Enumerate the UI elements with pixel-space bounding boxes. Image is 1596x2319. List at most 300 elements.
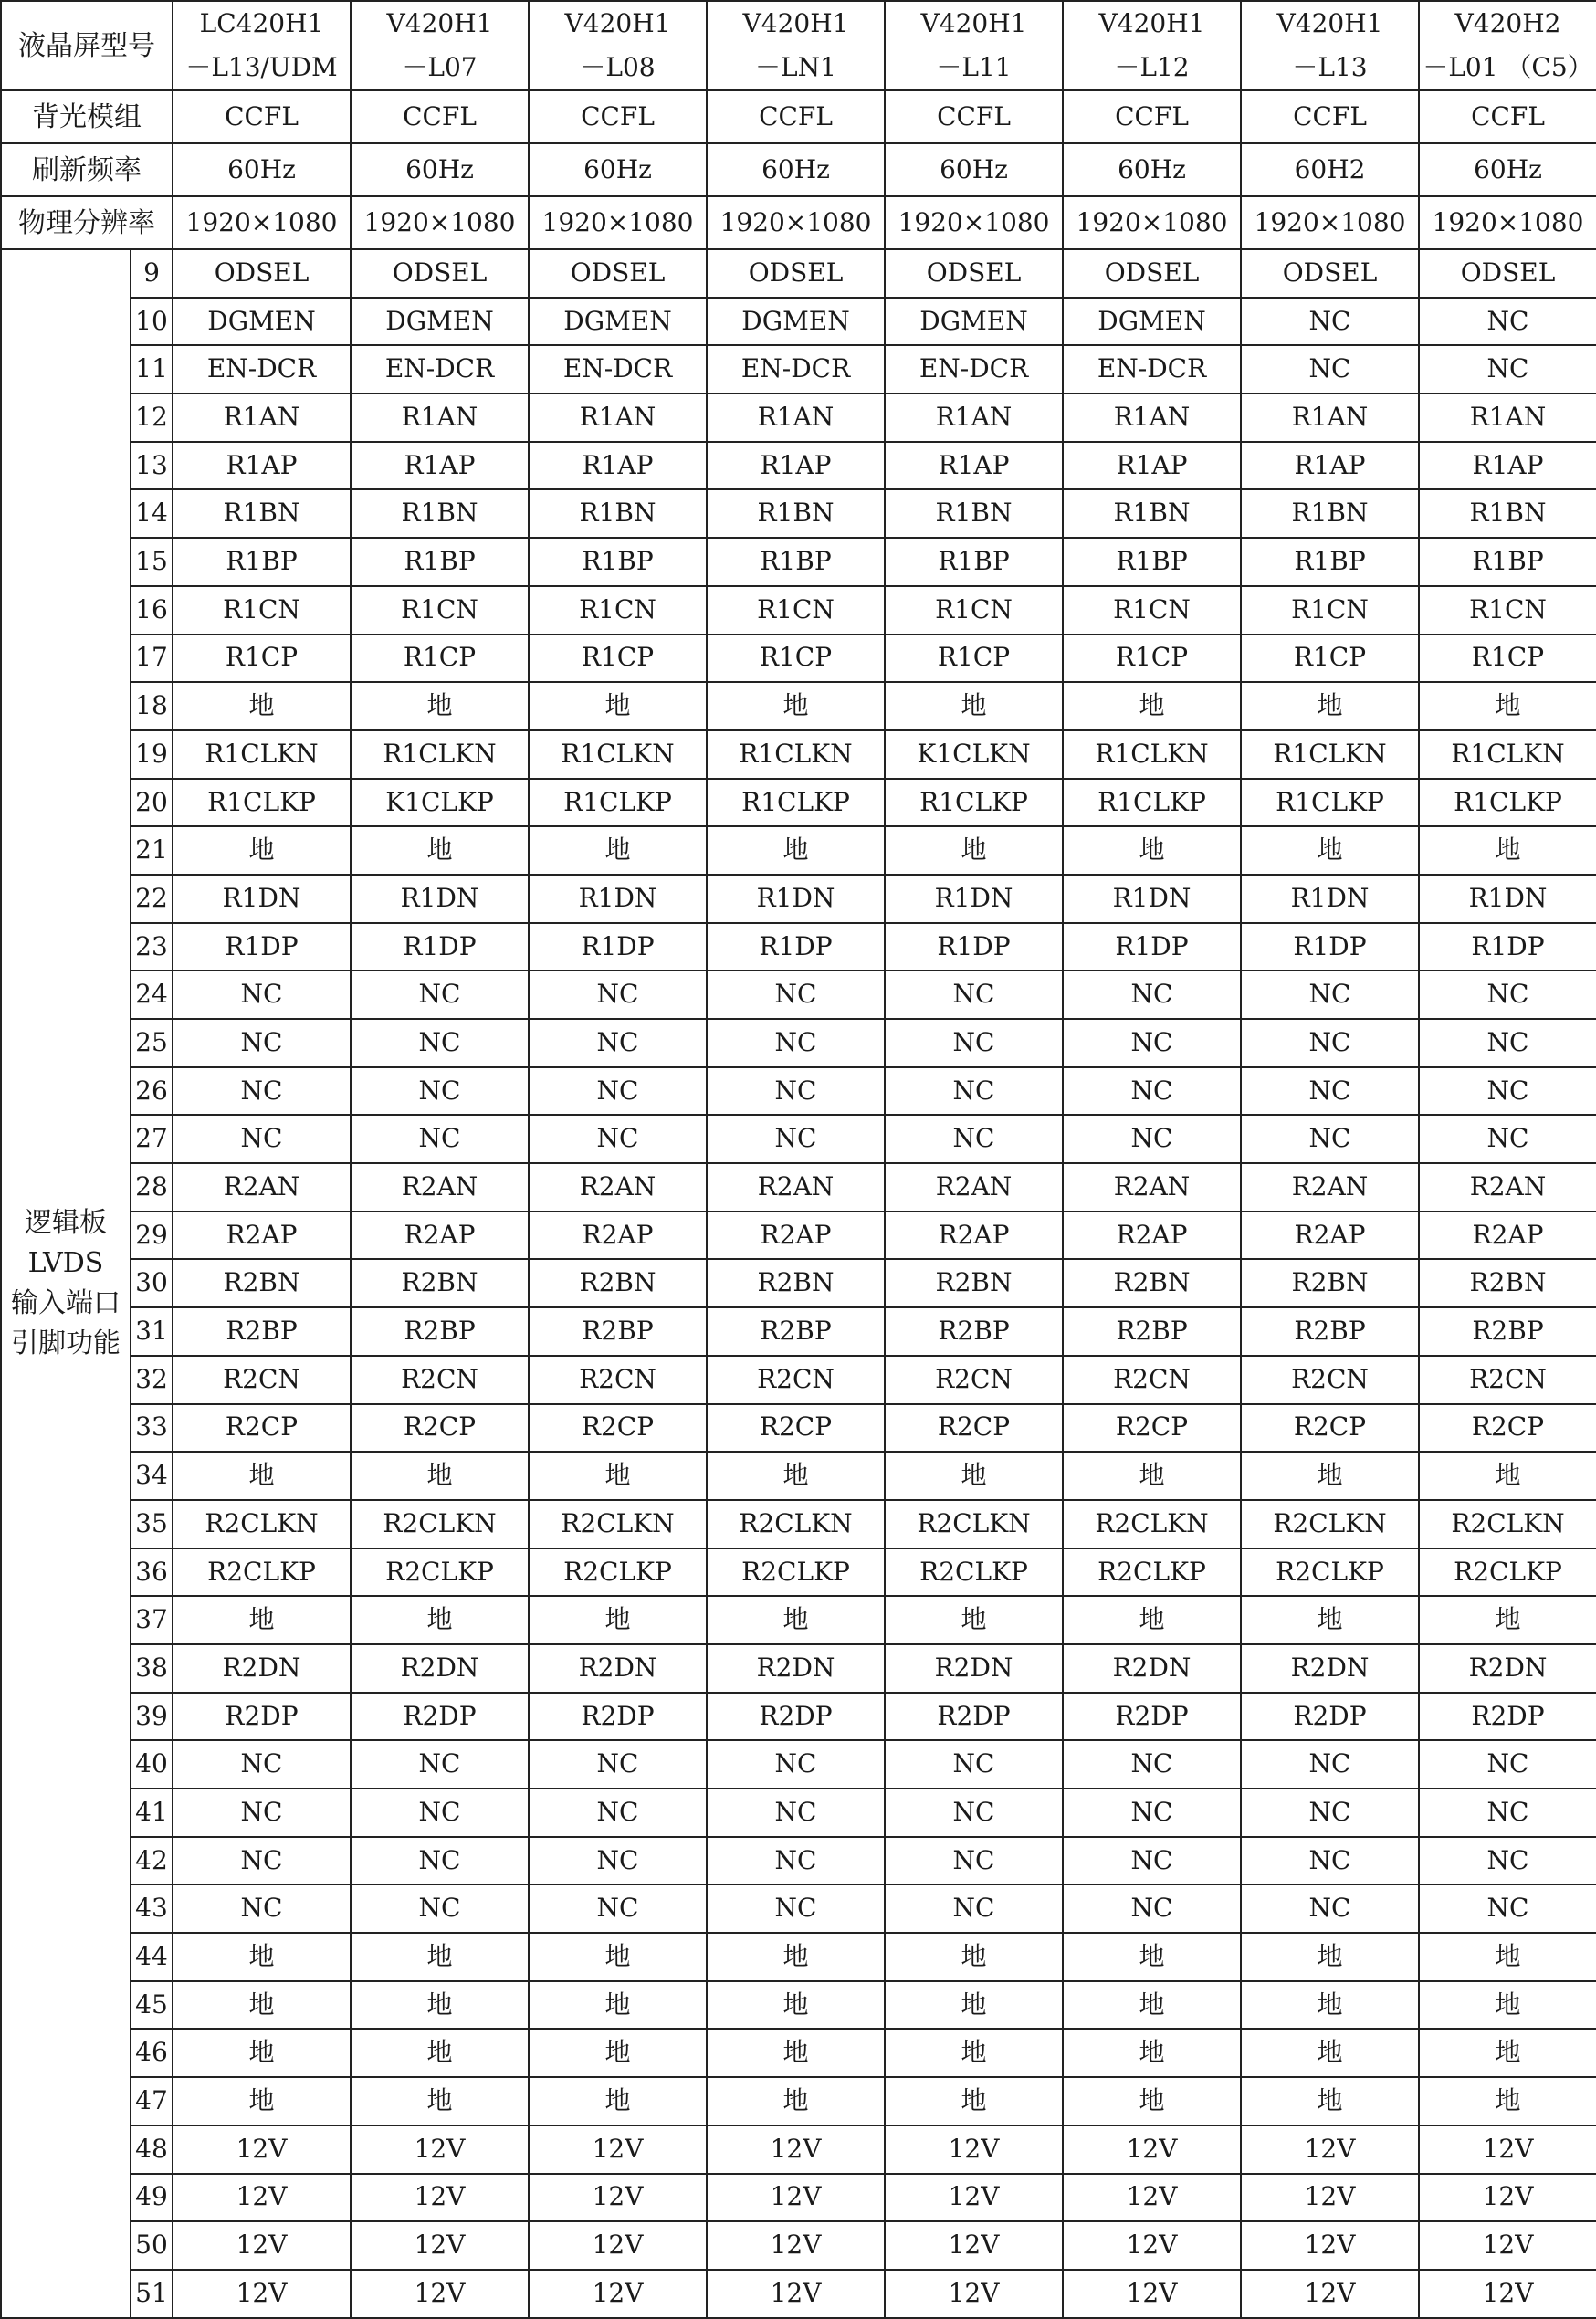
pin-function-cell: 12V [1419,2125,1596,2174]
pin-function-cell: 地 [351,1452,529,1500]
pin-function-cell: 地 [707,2077,885,2125]
spec-row [1,90,1596,143]
pin-function-cell: R2AN [1063,1163,1241,1212]
pin-function-cell: NC [351,1789,529,1837]
pin-function-cell: 地 [1241,1596,1419,1644]
model-name-line1: V420H1 [920,8,1027,38]
pin-function-cell: R2AP [885,1212,1063,1260]
pin-function-cell: R1CLKN [529,730,707,779]
table-row [1,1933,1596,1981]
pin-function-cell: 地 [1241,1933,1419,1981]
spec-value-cell: 1920×1080 [351,196,529,249]
pin-number-cell: 12 [131,393,173,442]
pin-function-cell: 12V [1241,2221,1419,2270]
pin-function-cell: ODSEL [1063,249,1241,298]
pin-function-cell: NC [1063,1115,1241,1163]
group-label-line: 输入端口 [11,1286,121,1319]
pin-number-cell: 40 [131,1740,173,1789]
pin-function-cell: R1CLKP [529,779,707,827]
pin-function-cell: NC [351,1837,529,1885]
pin-function-cell: R2AN [1419,1163,1596,1212]
pin-function-cell: ODSEL [707,249,885,298]
pin-function-cell: R2DN [351,1644,529,1693]
table-row [1,1644,1596,1693]
pin-function-cell: 地 [1241,2077,1419,2125]
pin-function-cell: R1CN [529,586,707,635]
pin-function-cell: R2CLKN [1063,1500,1241,1548]
pin-function-cell: NC [885,1837,1063,1885]
pin-function-cell: NC [885,1740,1063,1789]
pin-function-cell: 12V [1063,2221,1241,2270]
spec-value-cell: 1920×1080 [885,196,1063,249]
pin-function-cell: R1AP [1419,442,1596,490]
model-header-row [1,1,1596,90]
pin-function-cell: NC [1241,1067,1419,1116]
pin-function-cell: R2CP [351,1404,529,1453]
pin-function-cell: R1AP [1241,442,1419,490]
pin-function-cell: 地 [1063,1981,1241,2030]
pin-function-cell: R2BN [1241,1259,1419,1307]
pin-function-cell: R2CLKN [885,1500,1063,1548]
pin-function-cell: R1CN [351,586,529,635]
pin-function-cell: 地 [351,682,529,730]
pin-function-cell: R1AN [351,393,529,442]
pin-function-cell: R2BN [885,1259,1063,1307]
pin-function-cell: R2AP [1063,1212,1241,1260]
pin-number-cell: 28 [131,1163,173,1212]
pin-function-cell: NC [885,1019,1063,1067]
pin-function-cell: 12V [1063,2270,1241,2318]
pin-function-cell: R1CN [707,586,885,635]
spec-value-cell: 60H2 [1241,143,1419,196]
pin-function-cell: R2DN [529,1644,707,1693]
pin-function-cell: EN-DCR [351,345,529,393]
pin-function-cell: R1DP [1063,923,1241,971]
pin-function-cell: 地 [529,1452,707,1500]
pin-function-cell: ODSEL [173,249,351,298]
pin-number-cell: 39 [131,1693,173,1741]
table-row [1,635,1596,683]
pin-function-cell: 12V [1419,2270,1596,2318]
table-row [1,538,1596,586]
pin-function-cell: NC [1419,1884,1596,1933]
pin-function-cell: NC [173,1740,351,1789]
pin-function-cell: R1CN [1419,586,1596,635]
model-name-line1: V420H1 [564,8,671,38]
pin-function-cell: 地 [351,2029,529,2077]
group-label-line: 逻辑板 [25,1206,107,1239]
pin-function-cell: NC [351,1740,529,1789]
pin-function-cell: R2BN [351,1259,529,1307]
pin-function-cell: R2DN [1419,1644,1596,1693]
pin-function-cell: 地 [1241,826,1419,875]
pin-function-cell: R2DN [885,1644,1063,1693]
pin-function-cell: 12V [173,2221,351,2270]
pin-function-cell: R2BN [173,1259,351,1307]
pin-function-cell: NC [173,1019,351,1067]
pin-function-cell: R1CP [529,635,707,683]
model-name-line2: －L07 [402,52,478,82]
spec-value-cell: 60Hz [351,143,529,196]
model-name-line1: LC420H1 [199,8,324,38]
pin-function-cell: R2CP [1419,1404,1596,1453]
pin-function-cell: R2DP [707,1693,885,1741]
pin-function-cell: R1CN [1063,586,1241,635]
pin-function-cell: R2DP [173,1693,351,1741]
pin-function-cell: NC [707,1019,885,1067]
spec-value-cell: 60Hz [529,143,707,196]
pin-function-cell: R1BP [1419,538,1596,586]
pin-function-cell: R1CP [707,635,885,683]
pin-function-cell: R2DP [1241,1693,1419,1741]
table-row [1,2125,1596,2174]
table-row [1,1789,1596,1837]
pin-function-cell: 12V [1241,2270,1419,2318]
pin-number-cell: 22 [131,875,173,923]
pin-function-cell: NC [173,1884,351,1933]
pin-function-cell: ODSEL [529,249,707,298]
table-row [1,1259,1596,1307]
pin-function-cell: R1CN [1241,586,1419,635]
pin-function-cell: 地 [707,1981,885,2030]
table-row [1,826,1596,875]
pin-function-cell: R1CP [885,635,1063,683]
table-row [1,586,1596,635]
pin-number-cell: 48 [131,2125,173,2174]
pin-function-cell: R1DN [529,875,707,923]
spec-value-cell: 60Hz [707,143,885,196]
pin-function-cell: 地 [707,682,885,730]
table-row [1,442,1596,490]
table-row [1,923,1596,971]
pin-function-cell: R1BN [1063,489,1241,538]
pin-function-cell: R1DN [707,875,885,923]
spec-value-cell: 1920×1080 [173,196,351,249]
pin-function-cell: R1BN [707,489,885,538]
pin-function-cell: NC [885,1067,1063,1116]
pin-function-cell: R1CLKP [707,779,885,827]
pin-function-cell: R1AN [529,393,707,442]
pin-function-cell: R2CP [1241,1404,1419,1453]
pin-function-cell: R2CLKP [1419,1548,1596,1597]
pin-function-cell: NC [1241,1789,1419,1837]
pin-function-cell: 地 [885,2077,1063,2125]
pin-function-cell: 地 [529,1981,707,2030]
pin-function-cell: R2CLKN [173,1500,351,1548]
pin-number-cell: 20 [131,779,173,827]
pin-function-cell: 地 [885,1981,1063,2030]
pin-function-cell: R1CP [351,635,529,683]
pin-function-cell: 地 [529,1596,707,1644]
pin-number-cell: 50 [131,2221,173,2270]
pin-function-cell: R1AN [1419,393,1596,442]
pin-function-cell: NC [173,971,351,1019]
pin-function-cell: 地 [885,1596,1063,1644]
pin-function-cell: NC [529,1740,707,1789]
pin-function-cell: NC [885,1789,1063,1837]
pin-function-cell: 12V [351,2125,529,2174]
pin-function-cell: 地 [173,682,351,730]
pin-function-cell: R1CLKN [351,730,529,779]
pin-function-cell: NC [885,1115,1063,1163]
pin-function-cell: R2DP [885,1693,1063,1741]
pin-function-cell: NC [707,1789,885,1837]
model-name-line1: V420H1 [386,8,493,38]
table-row [1,1404,1596,1453]
group-label-line: LVDS [27,1246,104,1279]
pin-number-cell: 25 [131,1019,173,1067]
pin-function-cell: 地 [529,1933,707,1981]
pin-function-cell: 地 [529,826,707,875]
pin-function-cell: 地 [1063,682,1241,730]
table-row [1,1837,1596,1885]
pin-function-cell: ODSEL [1241,249,1419,298]
pin-function-cell: 地 [1419,1933,1596,1981]
pin-function-cell: R1BN [1241,489,1419,538]
spec-value-cell: CCFL [885,90,1063,143]
pin-function-cell: R1DN [351,875,529,923]
pin-function-cell: ODSEL [351,249,529,298]
pin-function-cell: R2AP [1419,1212,1596,1260]
pin-function-cell: NC [707,1115,885,1163]
pin-function-cell: NC [707,1884,885,1933]
pin-function-cell: R1BN [351,489,529,538]
pin-function-cell: 12V [529,2221,707,2270]
model-name-line2: －LN1 [755,52,836,82]
pin-function-cell: 12V [707,2270,885,2318]
pin-function-cell: 12V [529,2125,707,2174]
pin-function-cell: 地 [1063,1933,1241,1981]
pin-function-cell: 地 [173,826,351,875]
pin-function-cell: NC [1241,971,1419,1019]
pin-function-cell: 地 [1241,2029,1419,2077]
pin-function-cell: 12V [529,2270,707,2318]
pin-function-cell: 地 [173,2077,351,2125]
pin-function-cell: ODSEL [1419,249,1596,298]
pin-function-cell: R2AP [1241,1212,1419,1260]
pin-function-cell: R2CP [529,1404,707,1453]
spec-value-cell: 60Hz [173,143,351,196]
pin-function-cell: R2CLKN [707,1500,885,1548]
pin-function-cell: 地 [707,1596,885,1644]
pin-function-cell: NC [1241,1884,1419,1933]
pin-number-cell: 11 [131,345,173,393]
table-row [1,1212,1596,1260]
pin-function-cell: R2AP [351,1212,529,1260]
pin-number-cell: 24 [131,971,173,1019]
pin-function-cell: R1BN [885,489,1063,538]
table-row [1,1740,1596,1789]
table-row [1,345,1596,393]
pin-number-cell: 23 [131,923,173,971]
spec-value-cell: CCFL [707,90,885,143]
spec-label: 刷新频率 [1,143,173,196]
pin-function-cell: NC [707,1837,885,1885]
pin-number-cell: 13 [131,442,173,490]
pin-function-cell: 12V [351,2174,529,2222]
pin-function-cell: R1CP [1063,635,1241,683]
pin-function-cell: R2CN [1241,1356,1419,1404]
pin-function-cell: 地 [707,1452,885,1500]
pin-function-cell: 地 [1063,1596,1241,1644]
spec-value-cell: CCFL [1241,90,1419,143]
pin-function-cell: 12V [707,2174,885,2222]
model-name-line1: V420H1 [742,8,849,38]
pin-function-cell: NC [1241,298,1419,346]
pin-function-cell: R1DN [1419,875,1596,923]
pin-function-cell: NC [529,1884,707,1933]
pin-function-cell: NC [1419,1837,1596,1885]
table-row [1,298,1596,346]
pin-function-cell: R1DP [529,923,707,971]
pin-function-cell: 12V [529,2174,707,2222]
pin-function-cell: 地 [1063,1452,1241,1500]
pin-number-cell: 46 [131,2029,173,2077]
spec-value-cell: CCFL [1063,90,1241,143]
pin-function-cell: NC [885,971,1063,1019]
table-row [1,2029,1596,2077]
pin-function-cell: EN-DCR [707,345,885,393]
pin-function-cell: R1BN [173,489,351,538]
pin-function-cell: R1AN [1241,393,1419,442]
pin-function-cell: R2CN [885,1356,1063,1404]
pin-function-cell: NC [1063,1740,1241,1789]
pin-number-cell: 27 [131,1115,173,1163]
pin-function-cell: 12V [1063,2125,1241,2174]
pin-number-cell: 38 [131,1644,173,1693]
pin-function-cell: NC [173,1067,351,1116]
spec-value-cell: 1920×1080 [1419,196,1596,249]
pin-function-cell: NC [351,1115,529,1163]
pin-function-cell: 地 [1419,1596,1596,1644]
spec-value-cell: CCFL [1419,90,1596,143]
pin-number-cell: 35 [131,1500,173,1548]
spec-row [1,196,1596,249]
pin-number-cell: 26 [131,1067,173,1116]
pin-function-cell: R2CN [707,1356,885,1404]
pin-function-cell: NC [351,971,529,1019]
pin-function-group-label [1,249,131,2318]
pin-function-cell: NC [529,1115,707,1163]
table-row [1,1693,1596,1741]
pin-number-cell: 33 [131,1404,173,1453]
pin-function-cell: R2AN [707,1163,885,1212]
pin-function-cell: R1CLKP [885,779,1063,827]
pin-function-cell: R1CLKN [1419,730,1596,779]
pin-function-cell: 地 [173,1596,351,1644]
pin-number-cell: 21 [131,826,173,875]
pin-function-cell: 地 [173,1452,351,1500]
pin-number-cell: 16 [131,586,173,635]
pin-function-cell: R2CP [1063,1404,1241,1453]
table-row [1,1019,1596,1067]
pin-function-cell: 地 [351,826,529,875]
pin-function-cell: R2CN [1063,1356,1241,1404]
pin-number-cell: 47 [131,2077,173,2125]
pin-number-cell: 45 [131,1981,173,2030]
pin-number-cell: 19 [131,730,173,779]
pin-function-cell: R1CLKN [1063,730,1241,779]
pin-function-cell: R2AP [707,1212,885,1260]
pin-number-cell: 18 [131,682,173,730]
pin-function-cell: 12V [885,2125,1063,2174]
pin-function-cell: 12V [1063,2174,1241,2222]
spec-value-cell: 1920×1080 [1063,196,1241,249]
pin-function-cell: R2CN [173,1356,351,1404]
pin-function-cell: R2DP [529,1693,707,1741]
pin-function-cell: R1BN [1419,489,1596,538]
pin-function-cell: R1BP [1241,538,1419,586]
pin-function-cell: R2DP [1063,1693,1241,1741]
table-row [1,1163,1596,1212]
pin-function-cell: R1AN [707,393,885,442]
pin-function-cell: R1BN [529,489,707,538]
pin-number-cell: 17 [131,635,173,683]
table-row [1,393,1596,442]
model-name-line2: －L01 （C5） [1423,52,1593,82]
pin-function-cell: R2BP [173,1307,351,1356]
pin-function-cell: DGMEN [173,298,351,346]
spec-value-cell: 1920×1080 [529,196,707,249]
table-row [1,1548,1596,1597]
pin-function-cell: R2BP [885,1307,1063,1356]
pin-function-cell: R1CP [1241,635,1419,683]
table-row [1,1307,1596,1356]
pin-function-cell: NC [1241,1019,1419,1067]
pin-function-cell: R2CLKP [1241,1548,1419,1597]
pin-number-cell: 10 [131,298,173,346]
pin-function-cell: R1BP [173,538,351,586]
pin-number-cell: 42 [131,1837,173,1885]
pin-function-cell: R1BP [885,538,1063,586]
pin-function-cell: R1BP [1063,538,1241,586]
pin-function-cell: NC [1419,1115,1596,1163]
pin-function-cell: 12V [1241,2125,1419,2174]
spec-value-cell: CCFL [351,90,529,143]
pin-function-cell: R2CLKP [1063,1548,1241,1597]
pin-function-cell: R2AP [173,1212,351,1260]
pin-function-cell: NC [707,1067,885,1116]
pin-function-cell: NC [1419,1019,1596,1067]
pin-function-cell: 地 [1419,2077,1596,2125]
pin-function-cell: R1DP [707,923,885,971]
pin-function-cell: R2AN [885,1163,1063,1212]
pin-function-cell: 地 [1241,682,1419,730]
pin-function-cell: 地 [885,682,1063,730]
pin-function-cell: NC [1063,1837,1241,1885]
pin-function-cell: R1BP [707,538,885,586]
pin-function-cell: 地 [173,2029,351,2077]
pin-function-cell: 地 [1419,2029,1596,2077]
pin-function-cell: 12V [173,2174,351,2222]
pin-function-cell: R2DN [707,1644,885,1693]
pin-function-cell: NC [1419,971,1596,1019]
pin-function-cell: R1CP [1419,635,1596,683]
spec-value-cell: 60Hz [1419,143,1596,196]
pin-function-cell: 地 [173,1981,351,2030]
pin-function-cell: R1CLKN [707,730,885,779]
model-name-line1: V420H1 [1276,8,1383,38]
pin-function-cell: EN-DCR [885,345,1063,393]
pin-function-cell: 12V [173,2125,351,2174]
pin-function-cell: R1CLKN [173,730,351,779]
pin-function-cell: R2BN [707,1259,885,1307]
pin-function-cell: NC [1063,1067,1241,1116]
table-row [1,2221,1596,2270]
pin-function-cell: NC [1419,1740,1596,1789]
pin-function-cell: R1AP [707,442,885,490]
model-name-line1: V420H1 [1098,8,1205,38]
